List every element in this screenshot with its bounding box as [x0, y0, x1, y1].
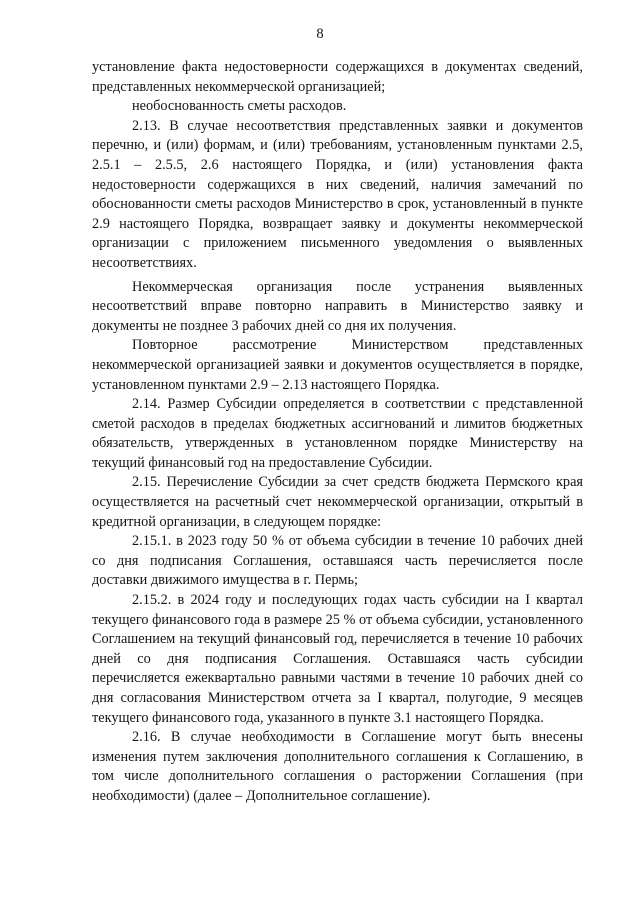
paragraph: 2.14. Размер Субсидии определяется в соответствии с представленной сметой расходов в пределах бюджетных ассигнований и лимитов бюджетных обязательств, утвержденных в установленном порядке Министерству на текущий финансовый год на предоставление Субсидии.	[92, 396, 583, 471]
paragraph: 2.16. В случае необходимости в Соглашение могут быть внесены изменения путем заключения дополнительного соглашения к Соглашению, в том числе дополнительного соглашения о расторжении Соглашения (при необходимости) (далее – Дополнительное соглашение).	[92, 729, 583, 804]
paragraph: 2.15.1. в 2023 году 50 % от объема субсидии в течение 10 рабочих дней со дня подписания Соглашения, оставшаяся часть перечисляется после доставки движимого имущества в г. Пермь;	[92, 533, 583, 589]
paragraph: Повторное рассмотрение Министерством представленных некоммерческой организацией заявки и документов осуществляется в порядке, установленном пунктами 2.9 – 2.13 настоящего Порядка.	[92, 337, 583, 393]
paragraph: 2.15. Перечисление Субсидии за счет средств бюджета Пермского края осуществляется на расчетный счет некоммерческой организации, открытый в кредитной организации, в следующем порядке:	[92, 474, 583, 530]
page-number: 8	[316, 26, 324, 42]
paragraph: 2.13. В случае несоответствия представленных заявки и документов перечню, и (или) формам, и (или) требованиям, установленным пунктами 2.5, 2.5.1 – 2.5.5, 2.6 настоящего Порядка, и (или) установления факта недостоверности содержащихся в них сведений, наличия замечаний по обоснованности сметы расходов Министерство в срок, установленный в пункте 2.9 настоящего Порядка, возвращает заявку и документы некоммерческой организации с приложением письменного уведомления о выявленных несоответствиях.	[92, 117, 583, 271]
paragraph: необоснованность сметы расходов.	[132, 98, 347, 115]
paragraph: 2.15.2. в 2024 году и последующих годах часть субсидии на I квартал текущего финансового года в размере 25 % от объема субсидии, установленного Соглашением на текущий финансовый год, перечисляется в течение 10 рабочих дней со дня подписания Соглашения. Оставшаяся часть субсидии перечисляется ежеквартально равными частями в течение 10 рабочих дней со дня согласования Министерством отчета за I квартал, полугодие, 9 месяцев текущего финансового года, указанного в пункте 3.1 настоящего Порядка.	[92, 592, 583, 726]
document-body	[92, 58, 583, 807]
paragraph: Некоммерческая организация после устранения выявленных несоответствий вправе повторно направить в Министерство заявку и документы не позднее 3 рабочих дней со дня их получения.	[92, 278, 583, 334]
paragraph: установление факта недостоверности содержащихся в документах сведений, представленных некоммерческой организацией;	[92, 59, 583, 95]
